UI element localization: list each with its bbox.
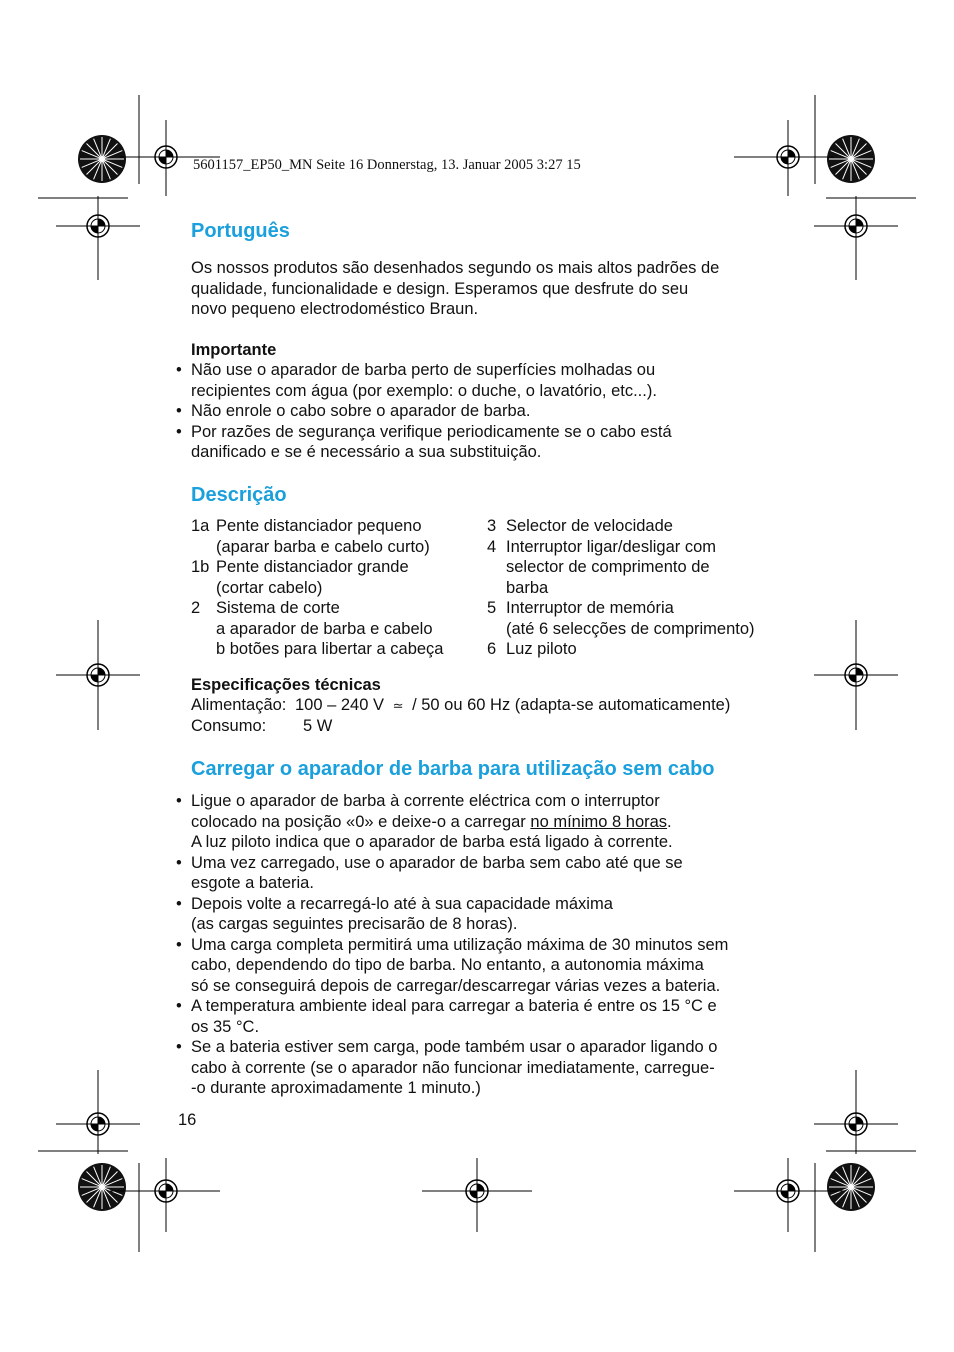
list-item: • Ligue o aparador de barba à corrente eléctrica com o interruptor colocado na posição «0» e deixe-o a carregar no mínimo 8 horas. A luz piloto indica que o aparador de barba está ligado à corrente. (176, 792, 673, 851)
list-item: • Depois volte a recarregá-lo até à sua capacidade máxima (as cargas seguintes precisarão de 8 horas). (176, 894, 613, 933)
page-number: 16 (178, 1111, 197, 1129)
intro-paragraph: Os nossos produtos são desenhados segundo os mais altos padrões de qualidade, funcionalidade e design. Esperamos que desfrute do seu novo pequeno electrodoméstico Braun. (191, 259, 720, 318)
specs-power: Alimentação: 100 – 240 V ≃ / 50 ou 60 Hz (adapta-se automaticamente) (191, 696, 731, 714)
star-target-icon (78, 135, 126, 183)
importante-list (176, 360, 672, 463)
list-item: • A temperatura ambiente ideal para carregar a bateria é entre os 15 °C e os 35 °C. (176, 997, 717, 1036)
carregar-list (176, 791, 729, 1099)
list-item: • Se a bateria estiver sem carga, pode também usar o aparador ligando o cabo à corrente (se o aparador não funcionar imediatamente, carregue- -o durante aproximadamente 1 minuto.) (176, 1038, 718, 1097)
specs-consumption: Consumo: 5 W (191, 717, 333, 735)
underlined-text: no mínimo 8 horas (530, 812, 668, 831)
list-item: • Uma vez carregado, use o aparador de barba sem cabo até que se esgote a bateria. (176, 853, 683, 892)
star-target-icon (827, 1163, 875, 1211)
print-header: 5601157_EP50_MN Seite 16 Donnerstag, 13. Januar 2005 3:27 15 (193, 157, 581, 173)
section-title-descricao: Descrição (191, 484, 287, 506)
list-item: • Não use o aparador de barba perto de superfícies molhadas ou recipientes com água (por exemplo: o duche, o lavatório, etc...). (176, 361, 657, 400)
section-title-carregar: Carregar o aparador de barba para utilização sem cabo (191, 758, 715, 780)
list-item: • Não enrole o cabo sobre o aparador de barba. (176, 402, 531, 420)
importante-title: Importante (191, 341, 277, 359)
list-item: • Uma carga completa permitirá uma utilização máxima de 30 minutos sem cabo, dependendo do tipo de barba. No entanto, a autonomia máxima só se conseguirá depois de carregar/descarregar várias vezes a bateria. (176, 935, 729, 995)
star-target-icon (78, 1163, 126, 1211)
section-title-portugues: Português (191, 220, 290, 242)
ac-dc-symbol: ≃ (392, 698, 404, 713)
list-item: • Por razões de segurança verifique periodicamente se o cabo está danificado e se é necessário a sua substituição. (176, 422, 672, 461)
star-target-icon (827, 135, 875, 183)
specs-title: Especificações técnicas (191, 676, 381, 694)
